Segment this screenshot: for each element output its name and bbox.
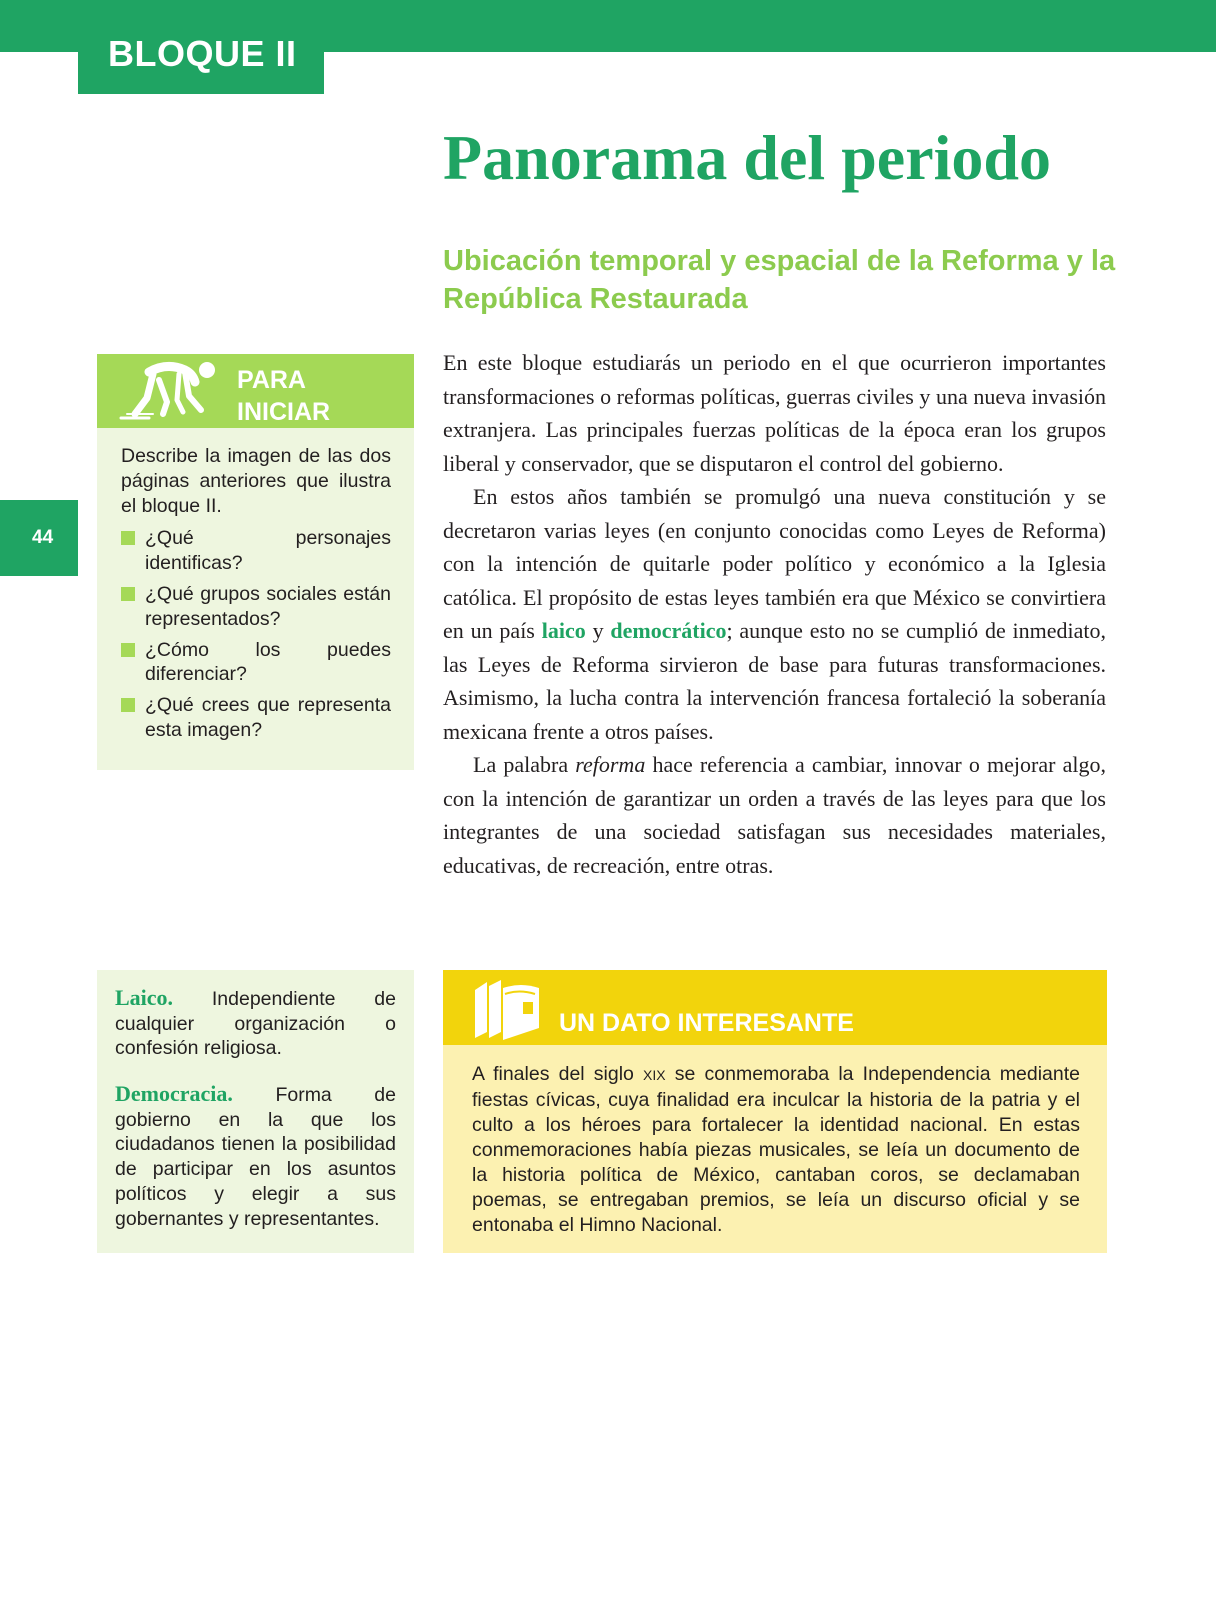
- term-reforma: reforma: [575, 752, 646, 777]
- para-iniciar-title-line2: INICIAR: [237, 398, 331, 426]
- dato-interesante-box: [443, 970, 1107, 1253]
- dato-interesante-header: [443, 970, 1107, 1045]
- question-text: ¿Qué grupos sociales están representados?: [145, 582, 391, 630]
- square-bullet-icon: [121, 531, 135, 545]
- dato-text-run: se conmemoraba la Independencia mediante fiestas cívicas, cuya finalidad era inculcar la historia de la patria y el culto a los héroes para fortalecer la identidad nacional. En estas conmemoraciones había piezas musicales, se leía un documento de la historia política de México, cantaban coros, se declamaban poemas, se entregaban premios, se leía un discurso oficial y se entonaba el Himno Nacional.: [472, 1063, 1080, 1236]
- books-icon: [471, 972, 543, 1044]
- glossary-box: [97, 970, 414, 1253]
- dato-text-run: A finales del siglo: [472, 1063, 634, 1085]
- glossary-entry-laico: [115, 986, 396, 1061]
- dato-interesante-text: [472, 1062, 1080, 1238]
- glossary-entry-democracia: [115, 1082, 396, 1231]
- century-numeral: XIX: [643, 1067, 666, 1083]
- question-item: [121, 693, 391, 743]
- question-text: ¿Qué crees que representa esta imagen?: [145, 694, 391, 741]
- question-item: [121, 526, 391, 576]
- glossary-definition: Independiente de cualquier organización o confesión religiosa.: [115, 988, 396, 1060]
- body-text-run: ; aunque esto no se cumplió de inmediato, las Leyes de Reforma sirvieron de base para futuras transformaciones. Asimismo, la lucha contra la intervención francesa fortaleció la soberanía mexicana frente a otros países.: [443, 618, 1107, 744]
- square-bullet-icon: [121, 643, 135, 657]
- question-text: ¿Qué personajes identificas?: [145, 527, 391, 575]
- section-subtitle: Ubicación temporal y espacial de la Reforma y la República Restaurada: [443, 245, 1116, 315]
- page-title: Panorama del periodo: [443, 122, 1051, 193]
- body-text-run: En estos años también se promulgó una nueva constitución y se decretaron varias leyes (en conjunto conocidas como Leyes de Reforma) con la intención de quitarle poder político y económico a la Iglesia católica. El propósito de estas leyes también era que México se convirtiera en un país: [443, 484, 1106, 643]
- question-item: [121, 638, 391, 688]
- para-iniciar-intro: Describe la imagen de las dos páginas anteriores que ilustra el bloque II.: [121, 445, 391, 517]
- para-iniciar-questions: [121, 526, 391, 742]
- crouching-runner-icon: [119, 360, 219, 424]
- term-democratico: democrático: [610, 618, 727, 643]
- para-iniciar-title-line1: PARA: [237, 366, 306, 394]
- term-laico: laico: [541, 618, 586, 643]
- para-iniciar-body: [121, 444, 391, 749]
- page-number-tab: [0, 500, 78, 576]
- square-bullet-icon: [121, 587, 135, 601]
- para-iniciar-header: [97, 354, 414, 428]
- question-text: ¿Cómo los puedes diferenciar?: [145, 638, 391, 686]
- body-text-run: y: [592, 618, 604, 643]
- glossary-definition: Forma de gobierno en la que los ciudadanos tienen la posibilidad de participar en los asuntos políticos y elegir a sus gobernantes y representantes.: [115, 1084, 397, 1230]
- body-paragraph-2: [443, 480, 1106, 748]
- bloque-tab: [78, 0, 324, 94]
- main-body-text: [443, 346, 1106, 882]
- body-text-run: La palabra: [473, 752, 569, 777]
- bloque-label: BLOQUE II: [108, 33, 297, 74]
- dato-interesante-title: UN DATO INTERESANTE: [559, 1009, 854, 1037]
- body-paragraph-1: En este bloque estudiarás un periodo en el que ocurrieron importantes transformaciones o reformas políticas, guerras civiles y una nueva invasión extranjera. Las principales fuerzas políticas de la época eran los grupos liberal y conservador, que se disputaron el control del gobierno.: [443, 350, 1106, 476]
- question-item: [121, 582, 391, 632]
- square-bullet-icon: [121, 698, 135, 712]
- glossary-term: Laico.: [115, 985, 174, 1010]
- glossary-term: Democracia.: [115, 1081, 233, 1106]
- para-iniciar-title: [237, 364, 330, 428]
- body-paragraph-3: [443, 748, 1106, 882]
- body-text-run: hace referencia a cambiar, innovar o mejorar algo, con la intención de garantizar un orden a través de las leyes para que los integrantes de una sociedad satisfagan sus necesidades materiales, educativas, de recreación, entre otras.: [443, 752, 1106, 878]
- page-number: 44: [32, 527, 54, 548]
- para-iniciar-box: [97, 354, 414, 770]
